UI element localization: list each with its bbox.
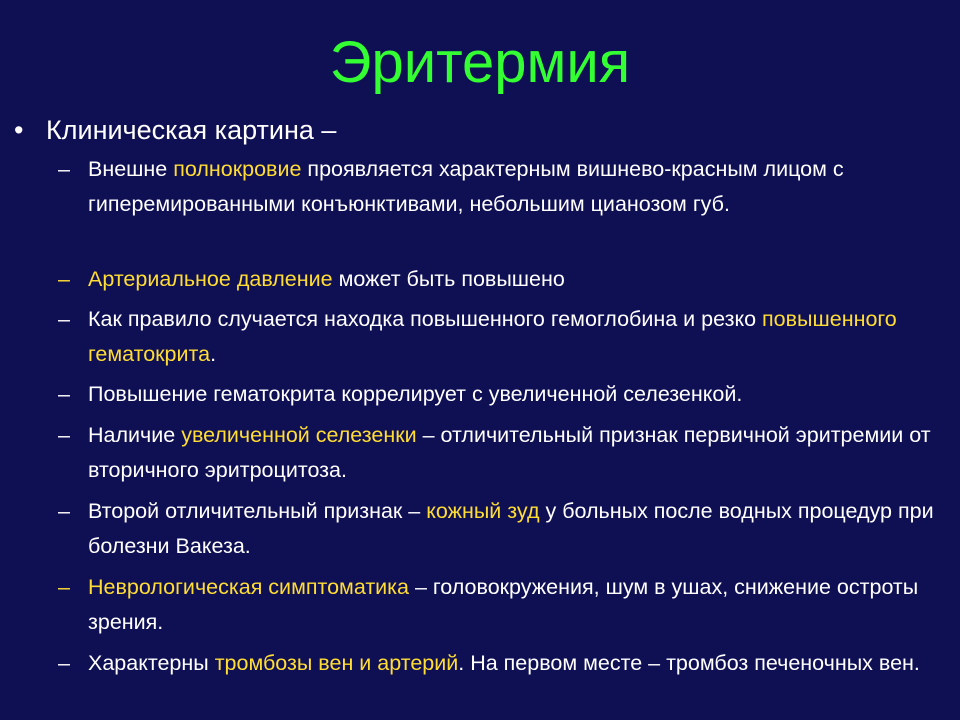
dash-icon: – [58, 267, 70, 291]
sub-item-2 [58, 262, 938, 297]
text-segment: . [210, 342, 217, 366]
text-segment: Второй отличительный признак – [88, 499, 427, 523]
sub-item-4 [58, 377, 938, 412]
dash-icon: – [58, 575, 70, 599]
text-segment: Наличие [88, 423, 182, 447]
text-segment: Характерны [88, 651, 215, 675]
dash-icon: – [58, 307, 70, 331]
sub-item-5 [58, 418, 938, 488]
text-segment: у больных после водных процедур при болезни Вакеза. [88, 499, 934, 558]
highlight-segment: тромбозы вен и артерий [214, 651, 459, 675]
sub-item-text [88, 646, 938, 681]
text-segment: . На первом месте – тромбоз печеночных вен. [458, 651, 920, 675]
slide-title: Эритермия [329, 30, 631, 95]
text-segment: может быть повышено [332, 267, 565, 291]
sub-item-text [88, 262, 938, 297]
text-segment: проявляется характерным вишнево-красным лицом с гиперемированными конъюнктивами, небольшим цианозом губ. [88, 157, 844, 216]
highlight-segment: кожный зуд [426, 499, 540, 523]
dash-icon: – [58, 157, 70, 181]
highlight-segment: Неврологическая симптоматика [88, 575, 410, 599]
sub-item-6 [58, 494, 938, 564]
highlight-segment: полнокровие [173, 157, 302, 181]
main-bullet [14, 112, 336, 148]
dash-icon: – [58, 423, 70, 447]
sub-item-8 [58, 646, 938, 681]
sub-item-text [88, 377, 938, 412]
sub-item-7 [58, 570, 938, 640]
dash-icon: – [58, 499, 70, 523]
text-segment: – головокружения, шум в ушах, снижение остроты зрения. [88, 575, 919, 634]
highlight-segment: Артериальное давление [88, 267, 333, 291]
highlight-segment: увеличенной селезенки [181, 423, 417, 447]
dash-icon: – [58, 651, 70, 675]
text-segment: Внешне [88, 157, 174, 181]
sub-item-1 [58, 152, 938, 222]
dash-icon: – [58, 382, 70, 406]
sub-item-3 [58, 302, 938, 372]
sub-item-text [88, 152, 938, 222]
sub-item-text [88, 570, 938, 640]
text-segment: – отличительный признак первичной эритремии от вторичного эритроцитоза. [88, 423, 931, 482]
highlight-segment: повышенного гематокрита [88, 307, 897, 366]
bullet-icon: • [14, 115, 24, 145]
sub-item-text [88, 418, 938, 488]
text-segment: Как правило случается находка повышенного гемоглобина и резко [88, 307, 763, 331]
sub-item-text [88, 494, 938, 564]
sub-item-text [88, 302, 938, 372]
main-bullet-text: Клиническая картина – [46, 115, 337, 145]
text-segment: Повышение гематокрита коррелирует с увеличенной селезенкой. [88, 382, 743, 406]
